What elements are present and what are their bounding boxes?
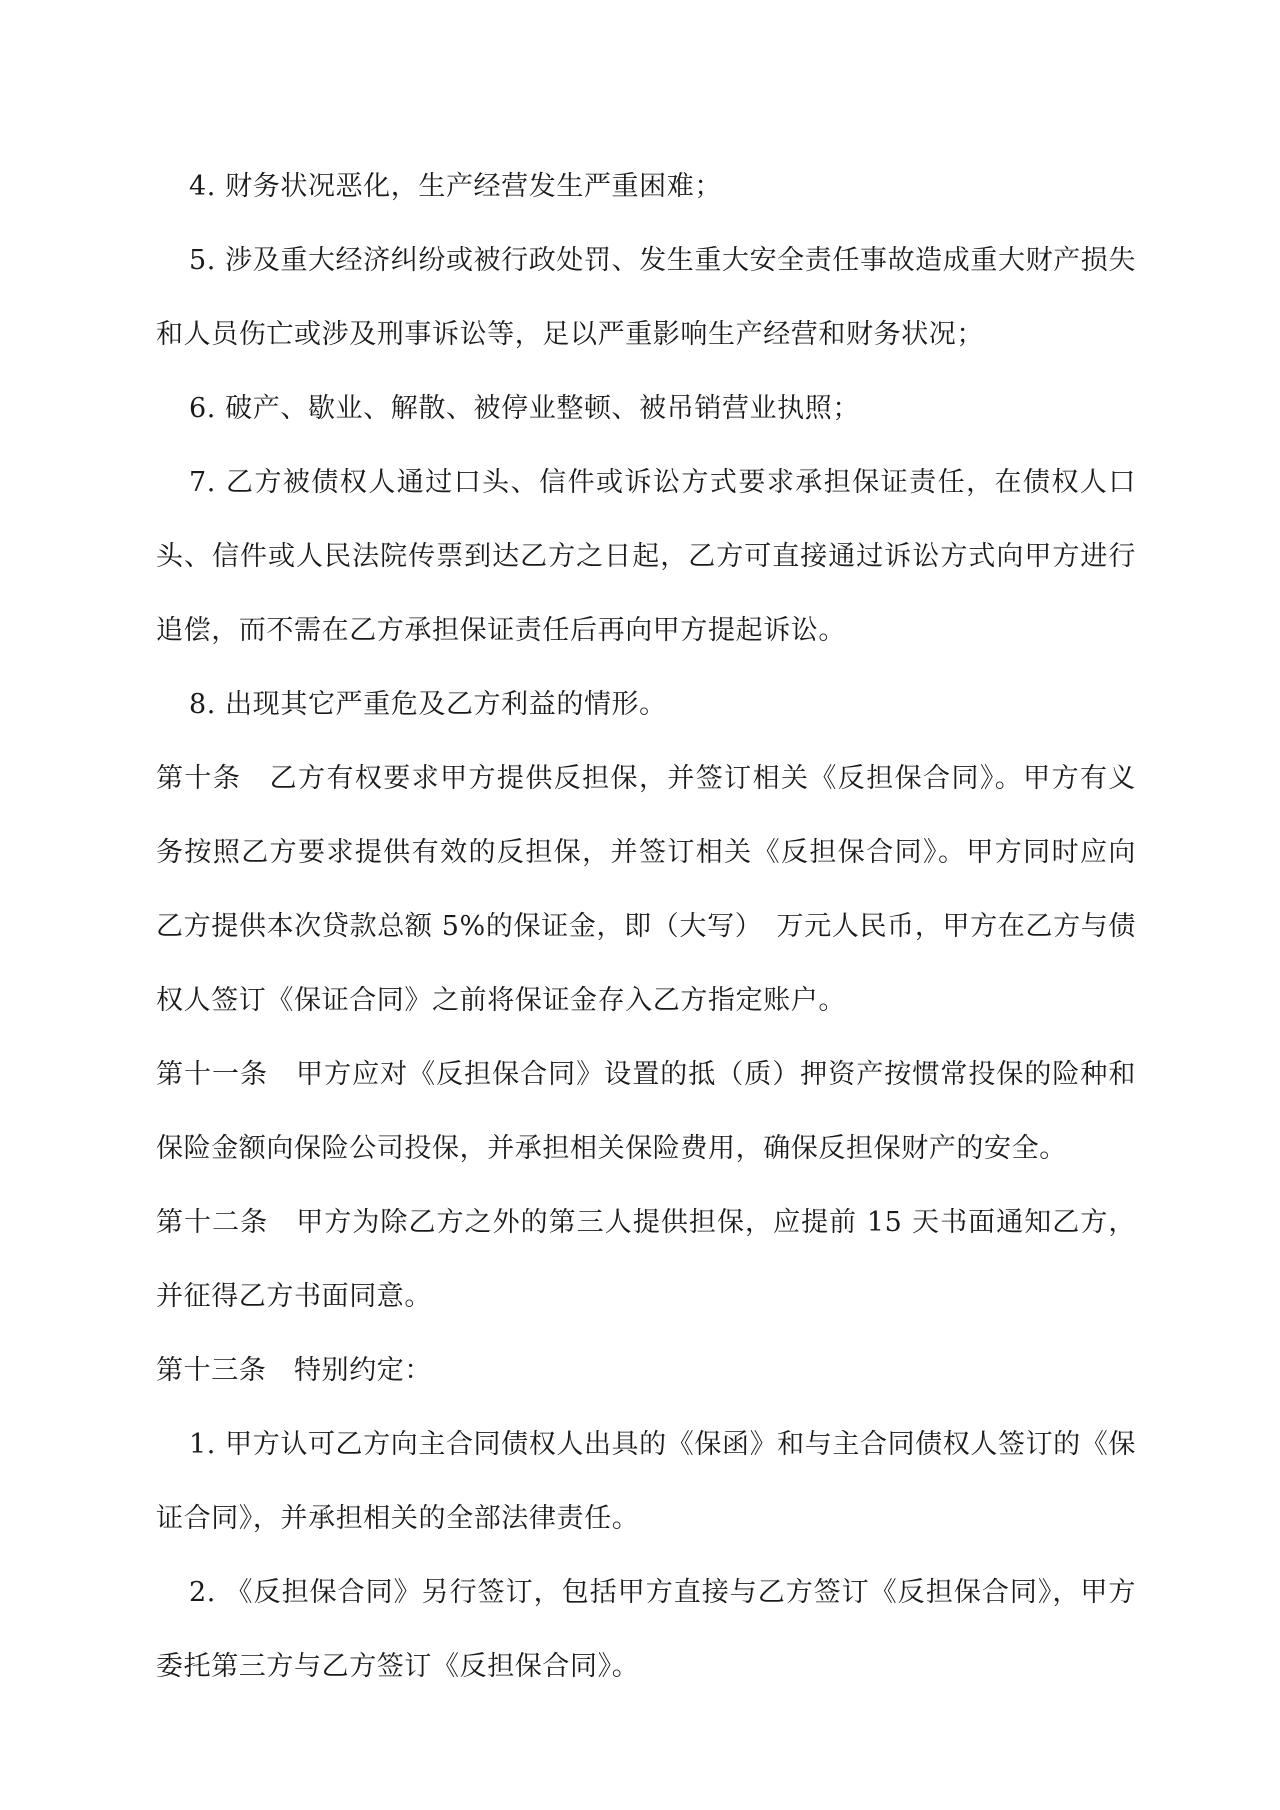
article-11: 第十一条 甲方应对《反担保合同》设置的抵（质）押资产按惯常投保的险种和保险金额向保险公司投保，并承担相关保险费用，确保反担保财产的安全。 <box>156 1059 1136 1164</box>
clause-item-7: 7. 乙方被债权人通过口头、信件或诉讼方式要求承担保证责任，在债权人口头、信件或人民法院传票到达乙方之日起，乙方可直接通过诉讼方式向甲方进行追偿，而不需在乙方承担保证责任后再向甲方提起诉讼。 <box>156 467 1136 646</box>
clause-item-6: 6. 破产、歇业、解散、被停业整顿、被吊销营业执照； <box>189 393 860 424</box>
clause-item-4: 4. 财务状况恶化，生产经营发生严重困难； <box>189 171 722 202</box>
document-body <box>156 150 1136 1704</box>
clause-item-5: 5. 涉及重大经济纠纷或被行政处罚、发生重大安全责任事故造成重大财产损失和人员伤亡或涉及刑事诉讼等，足以严重影响生产经营和财务状况； <box>156 245 1136 350</box>
article-10: 第十条 乙方有权要求甲方提供反担保，并签订相关《反担保合同》。甲方有义务按照乙方要求提供有效的反担保，并签订相关《反担保合同》。甲方同时应向乙方提供本次贷款总额 5%的保证金，即（大写） 万元人民币，甲方在乙方与债权人签订《保证合同》之前将保证金存入乙方指定账户。 <box>156 763 1136 1016</box>
article-13-heading: 第十三条 特别约定： <box>156 1355 432 1386</box>
article-12: 第十二条 甲方为除乙方之外的第三人提供担保，应提前 15 天书面通知乙方，并征得乙方书面同意。 <box>156 1207 1136 1312</box>
special-item-1: 1. 甲方认可乙方向主合同债权人出具的《保函》和与主合同债权人签订的《保证合同》，并承担相关的全部法律责任。 <box>156 1429 1136 1534</box>
clause-item-8: 8. 出现其它严重危及乙方利益的情形。 <box>189 689 667 720</box>
special-item-2: 2. 《反担保合同》另行签订，包括甲方直接与乙方签订《反担保合同》，甲方委托第三方与乙方签订《反担保合同》。 <box>156 1577 1136 1682</box>
